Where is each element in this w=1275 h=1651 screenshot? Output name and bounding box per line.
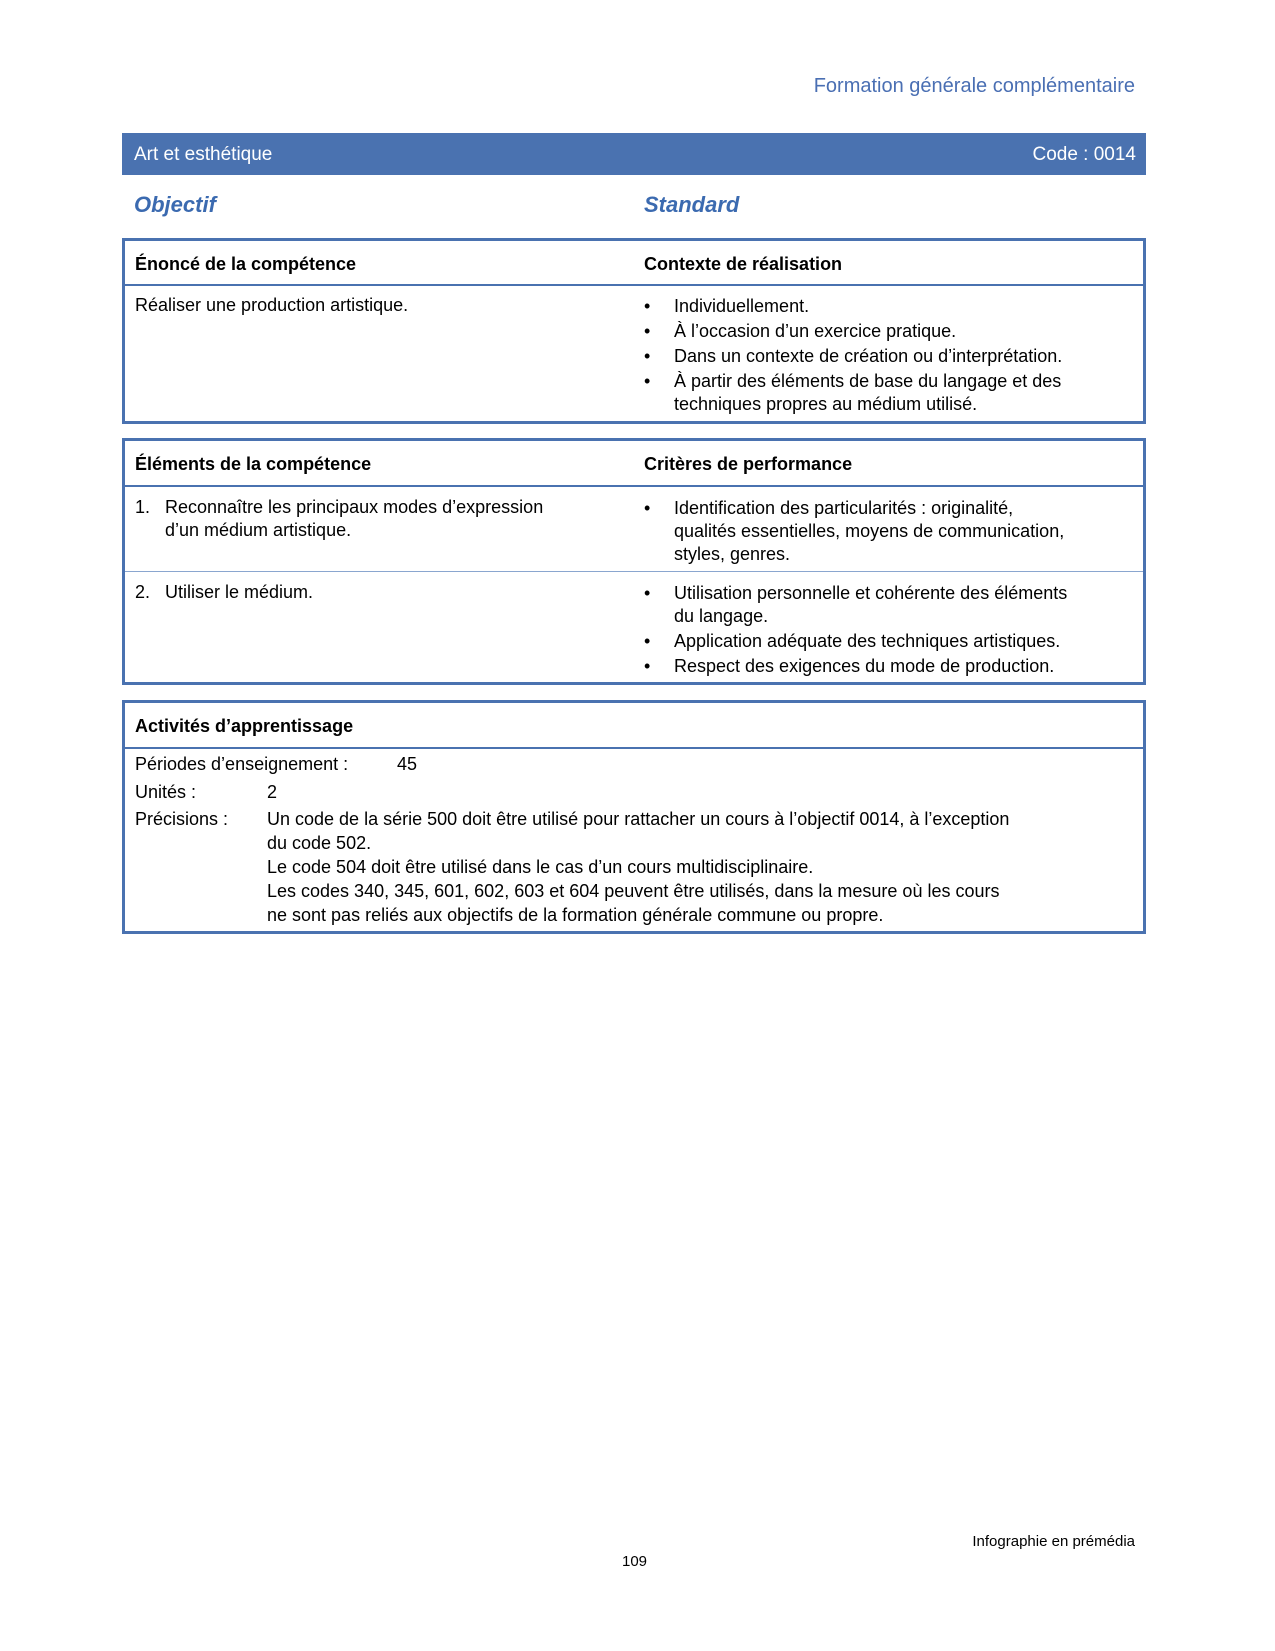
competence-heading: Énoncé de la compétence [135, 254, 357, 274]
objective-label: Objectif [134, 192, 216, 217]
periods-label: Périodes d’enseignement : [135, 754, 349, 774]
element-1-text: Reconnaître les principaux modes d’expression [165, 497, 544, 517]
program-header: Formation générale complémentaire [813, 75, 1135, 97]
context-item: • À l’occasion d’un exercice pratique. [674, 319, 956, 343]
competence-box [122, 238, 1146, 424]
context-item: • À partir des éléments de base du langage et des [674, 369, 1061, 393]
criteria-item-continued: styles, genres. [674, 544, 791, 564]
precisions-text: du code 502. [267, 833, 372, 853]
criteria-item-continued: du langage. [674, 606, 769, 626]
criteria-item: • Application adéquate des techniques artistiques. [674, 629, 1060, 653]
activities-heading: Activités d’apprentissage [135, 716, 354, 736]
periods-value: 45 [397, 754, 418, 774]
divider [125, 485, 1143, 487]
standard-label: Standard [644, 192, 740, 217]
units-value: 2 [267, 782, 278, 802]
elements-heading: Éléments de la compétence [135, 454, 372, 474]
precisions-text: Le code 504 doit être utilisé dans le cas d’un cours multidisciplinaire. [267, 857, 814, 877]
divider [125, 284, 1143, 286]
element-1-number: 1. [135, 497, 151, 517]
precisions-label: Précisions : [135, 809, 229, 829]
units-label: Unités : [135, 782, 197, 802]
subject-code: Code : 0014 [1032, 144, 1136, 165]
divider [125, 747, 1143, 749]
footer-program-name: Infographie en prémédia [972, 1533, 1135, 1550]
page-number: 109 [622, 1553, 648, 1570]
criteria-item: • Identification des particularités : originalité, [674, 496, 1013, 520]
element-1-text-continued: d’un médium artistique. [165, 520, 352, 540]
competence-statement: Réaliser une production artistique. [135, 295, 409, 315]
element-2-number: 2. [135, 582, 151, 602]
criteria-item-continued: qualités essentielles, moyens de communication, [674, 521, 1065, 541]
context-item: • Individuellement. [674, 294, 809, 318]
elements-box [122, 438, 1146, 685]
precisions-text: Les codes 340, 345, 601, 602, 603 et 604 peuvent être utilisés, dans la mesure où les cours [267, 881, 1000, 901]
criteria-heading: Critères de performance [644, 454, 853, 474]
criteria-item: • Respect des exigences du mode de production. [674, 654, 1054, 678]
context-heading: Contexte de réalisation [644, 254, 843, 274]
criteria-item: • Utilisation personnelle et cohérente des éléments [674, 581, 1067, 605]
context-item: • Dans un contexte de création ou d’interprétation. [674, 344, 1062, 368]
subject-title: Art et esthétique [134, 144, 273, 165]
element-2-text: Utiliser le médium. [165, 582, 314, 602]
precisions-text: ne sont pas reliés aux objectifs de la formation générale commune ou propre. [267, 905, 884, 925]
precisions-text: Un code de la série 500 doit être utilisé pour rattacher un cours à l’objectif 0014, à l’exception [267, 809, 1010, 829]
title-bar [122, 133, 1146, 175]
activities-box [122, 700, 1146, 934]
context-item-continued: techniques propres au médium utilisé. [674, 394, 978, 414]
row-divider [125, 571, 1143, 572]
